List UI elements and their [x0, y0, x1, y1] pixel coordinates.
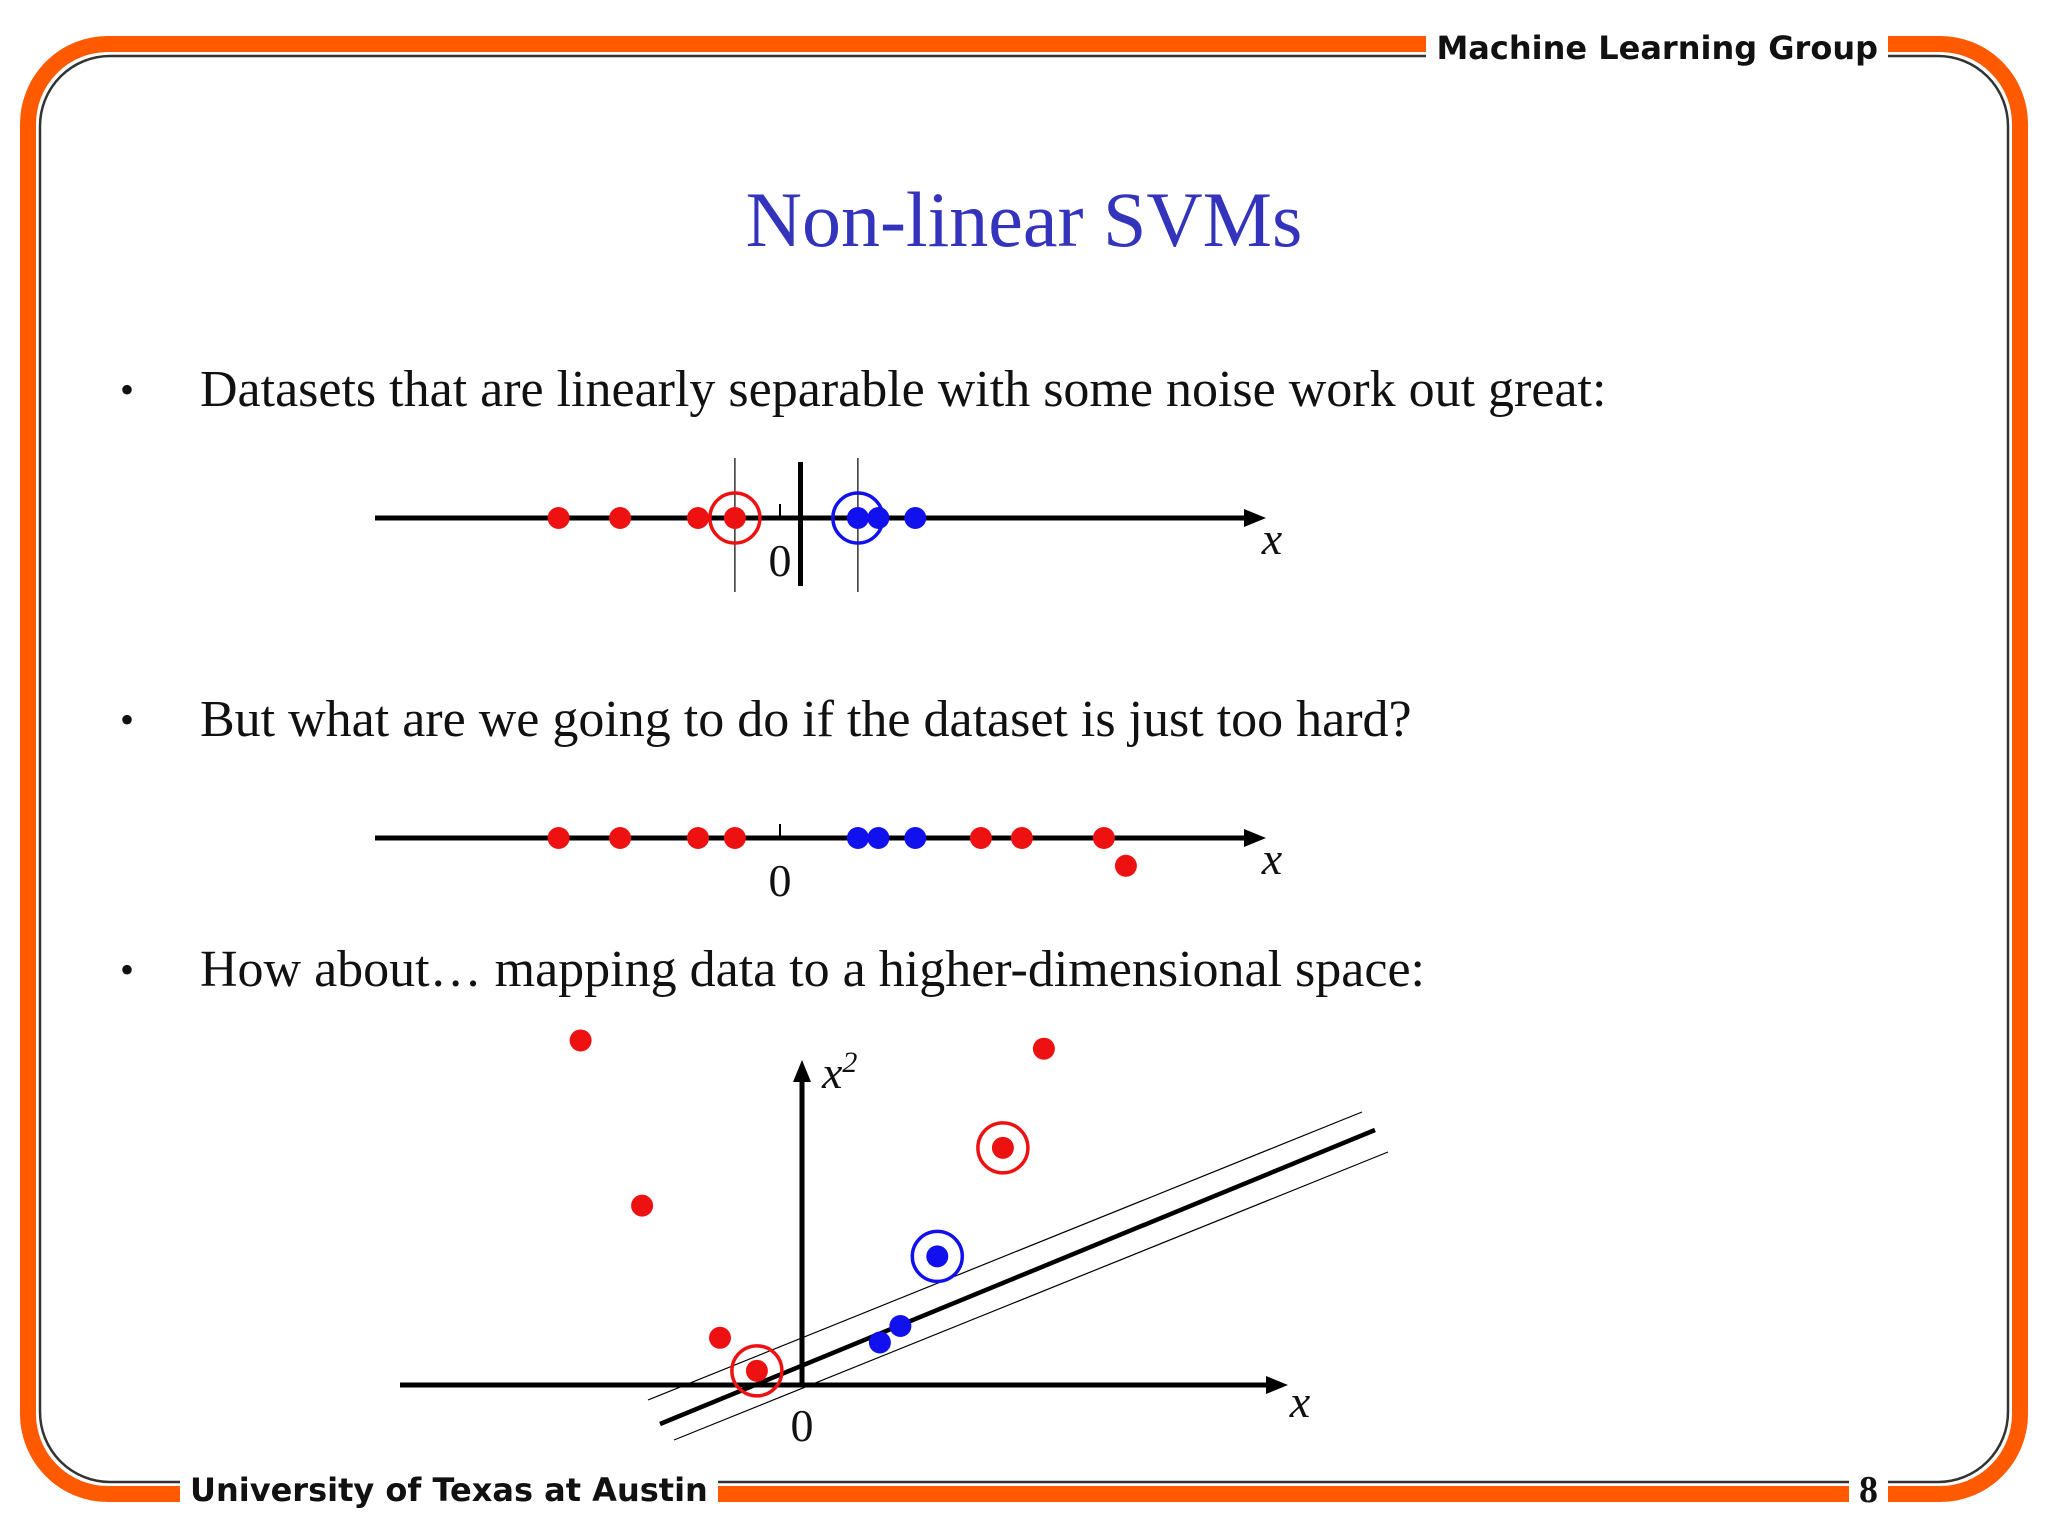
data-point: [1033, 1038, 1055, 1060]
data-point: [1011, 827, 1033, 849]
margin-line: [674, 1152, 1388, 1440]
data-point: [970, 827, 992, 849]
university-label: University of Texas at Austin: [180, 1470, 718, 1510]
bullet-text: But what are we going to do if the dataset is just too hard?: [200, 691, 1412, 748]
data-point: [724, 507, 746, 529]
y-axis-label-exponent: 2: [842, 1046, 858, 1079]
data-point: [889, 1315, 911, 1337]
data-point: [548, 507, 570, 529]
data-point: [1115, 855, 1137, 877]
slide-title: Non-linear SVMs: [745, 176, 1303, 263]
origin-label: 0: [768, 855, 792, 906]
number-line-1: [375, 458, 1266, 592]
data-point: [724, 827, 746, 849]
page-number: 8: [1849, 1468, 1888, 1512]
data-point: [631, 1195, 653, 1217]
data-point: [687, 827, 709, 849]
data-point: [746, 1360, 768, 1382]
bullet-marker: •: [120, 947, 135, 992]
origin-label: 0: [790, 1400, 814, 1451]
data-point: [926, 1245, 948, 1267]
y-axis-label: [821, 1046, 857, 1098]
data-point: [1093, 827, 1115, 849]
data-point: [548, 827, 570, 849]
x-axis-label: x: [1289, 1376, 1311, 1427]
bullet-text: How about… mapping data to a higher-dimensional space:: [200, 941, 1425, 998]
origin-label: 0: [768, 535, 792, 586]
data-point: [709, 1327, 731, 1349]
bullet-text: Datasets that are linearly separable with some noise work out great:: [200, 361, 1607, 418]
data-point: [867, 827, 889, 849]
data-point: [867, 507, 889, 529]
x-axis-arrowhead: [1266, 1376, 1288, 1394]
number-line-2: [375, 824, 1266, 849]
group-label: Machine Learning Group: [1426, 28, 1888, 68]
mapped-feature-space: [400, 855, 1388, 1440]
data-point: [687, 507, 709, 529]
bullet-marker: •: [120, 367, 135, 412]
data-point: [609, 827, 631, 849]
data-point: [609, 507, 631, 529]
y-axis-arrowhead: [793, 1060, 811, 1082]
data-point: [869, 1332, 891, 1354]
x-axis-label: x: [1261, 833, 1283, 884]
bullet-marker: •: [120, 697, 135, 742]
data-point: [570, 1029, 592, 1051]
data-point: [847, 507, 869, 529]
y-axis-label-base: x: [822, 1047, 843, 1098]
data-point: [992, 1137, 1014, 1159]
x-axis-label: x: [1261, 513, 1283, 564]
data-point: [847, 827, 869, 849]
data-point: [904, 507, 926, 529]
data-point: [904, 827, 926, 849]
